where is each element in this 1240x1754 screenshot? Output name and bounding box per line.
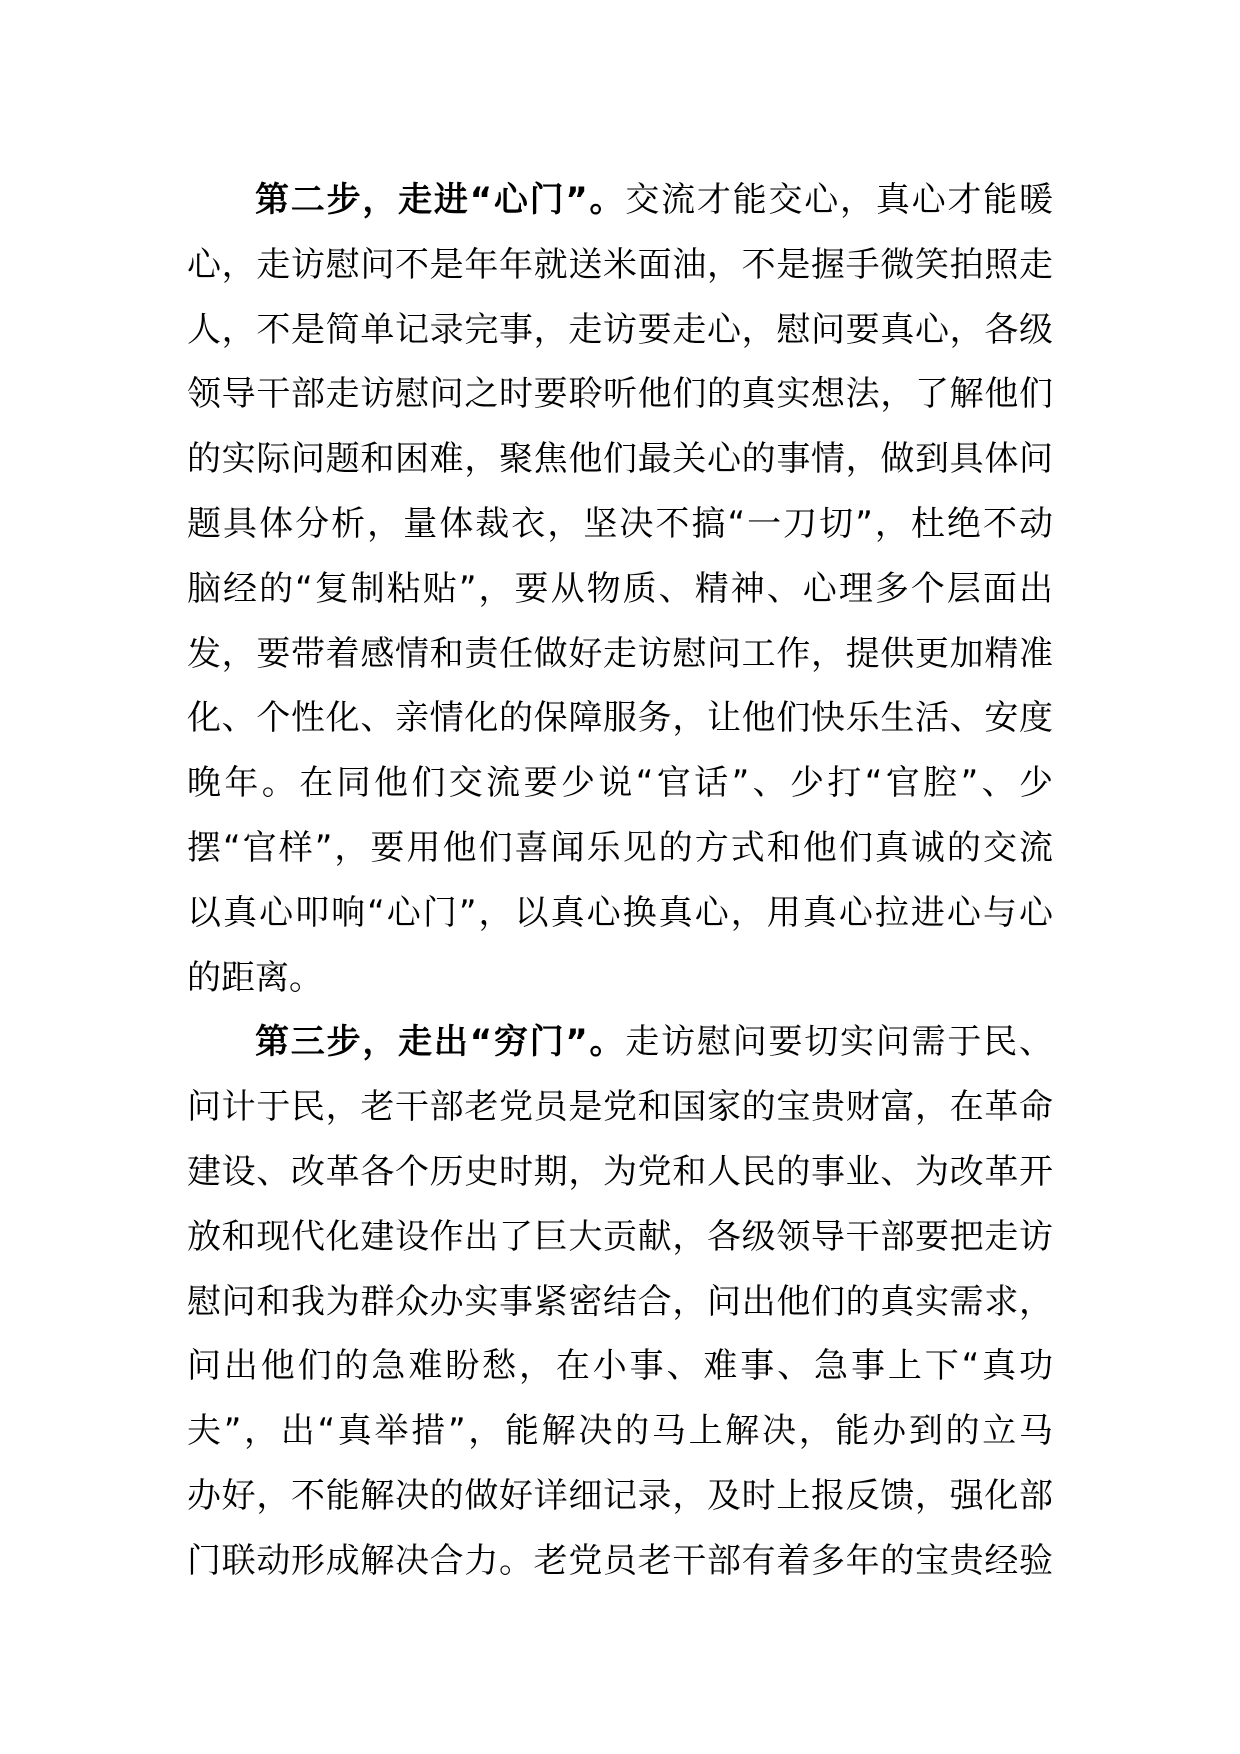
paragraph-step-three: [187, 1010, 1053, 1593]
text-line: 夫”，出“真举措”，能解决的马上解决，能办到的立马: [187, 1411, 1053, 1452]
paragraph-step-two: [187, 168, 1053, 1010]
document-body: [187, 168, 1053, 1594]
text-line: 题具体分析，量体裁衣，坚决不搞“一刀切”，杜绝不动: [187, 503, 1053, 544]
text-line: 问计于民，老干部老党员是党和国家的宝贵财富，在革命: [187, 1087, 1053, 1128]
text-line: 以真心叩响“心门”，以真心换真心，用真心拉进心与心: [187, 892, 1053, 933]
paragraph-first-line: [187, 168, 1053, 233]
text-line: 的距离。: [187, 957, 323, 998]
text-line: 晚年。在同他们交流要少说“官话”、少打“官腔”、少: [187, 763, 1053, 804]
text-line: 建设、改革各个历史时期，为党和人民的事业、为改革开: [187, 1151, 1053, 1192]
text-line: 化、个性化、亲情化的保障服务，让他们快乐生活、安度: [187, 698, 1053, 739]
text-line: 人，不是简单记录完事，走访要走心，慰问要真心，各级: [187, 309, 1053, 350]
step-heading: 第二步，走进“心门”。: [255, 180, 626, 220]
text-run: 交流才能交心，真心才能暖: [625, 180, 1053, 220]
paragraph-first-line: [187, 1010, 1053, 1075]
text-line: 放和现代化建设作出了巨大贡献，各级领导干部要把走访: [187, 1216, 1053, 1257]
step-heading: 第三步，走出“穷门”。: [255, 1022, 626, 1063]
text-line: 办好，不能解决的做好详细记录，及时上报反馈，强化部: [187, 1475, 1053, 1516]
text-line: 心，走访慰问不是年年就送米面油，不是握手微笑拍照走: [187, 244, 1053, 285]
text-line: 发，要带着感情和责任做好走访慰问工作，提供更加精准: [187, 633, 1053, 674]
text-line: 领导干部走访慰问之时要聆听他们的真实想法，了解他们: [187, 374, 1053, 415]
text-line: 的实际问题和困难，聚焦他们最关心的事情，做到具体问: [187, 439, 1053, 480]
text-line: 慰问和我为群众办实事紧密结合，问出他们的真实需求，: [187, 1281, 1053, 1322]
text-line: 脑经的“复制粘贴”，要从物质、精神、心理多个层面出: [187, 568, 1053, 609]
text-line: 门联动形成解决合力。老党员老干部有着多年的宝贵经验: [187, 1540, 1053, 1581]
text-run: 走访慰问要切实问需于民、: [625, 1022, 1053, 1063]
text-line: 摆“官样”，要用他们喜闻乐见的方式和他们真诚的交流: [187, 827, 1053, 868]
text-line: 问出他们的急难盼愁，在小事、难事、急事上下“真功: [187, 1346, 1053, 1387]
